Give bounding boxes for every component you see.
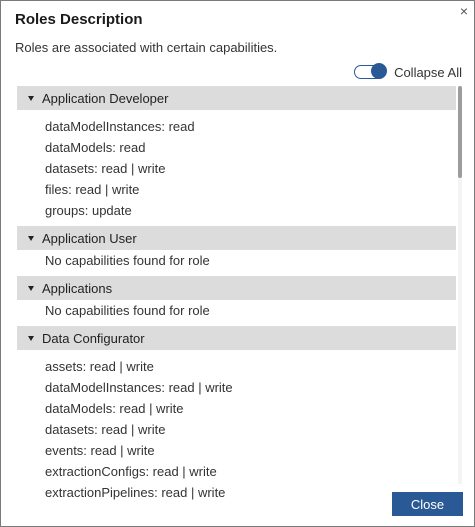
empty-capabilities-text: No capabilities found for role bbox=[45, 303, 210, 318]
scrollbar-thumb[interactable] bbox=[458, 86, 462, 178]
section-header-application-user[interactable] bbox=[17, 226, 456, 250]
capability-item: extractionPipelines: read | write bbox=[45, 485, 226, 500]
collapse-all-control[interactable] bbox=[354, 63, 462, 81]
capability-item: dataModels: read bbox=[45, 140, 146, 155]
dialog-title: Roles Description bbox=[15, 11, 143, 28]
capability-item: files: read | write bbox=[45, 182, 140, 197]
capability-item: dataModels: read | write bbox=[45, 401, 184, 416]
dialog-subtitle: Roles are associated with certain capabilities. bbox=[15, 40, 278, 55]
caret-down-icon bbox=[28, 286, 34, 291]
section-header-data-configurator[interactable] bbox=[17, 326, 456, 350]
collapse-all-label: Collapse All bbox=[394, 64, 462, 80]
section-title: Application User bbox=[42, 230, 137, 246]
empty-capabilities-text: No capabilities found for role bbox=[45, 253, 210, 268]
section-header-applications[interactable] bbox=[17, 276, 456, 300]
list-scrollbar[interactable] bbox=[458, 86, 462, 484]
close-button[interactable]: Close bbox=[392, 492, 463, 516]
caret-down-icon bbox=[28, 96, 34, 101]
capability-item: datasets: read | write bbox=[45, 422, 166, 437]
capability-item: extractionConfigs: read | write bbox=[45, 464, 217, 479]
roles-list[interactable] bbox=[17, 86, 458, 500]
capability-item: dataModelInstances: read bbox=[45, 119, 195, 134]
section-title: Applications bbox=[42, 280, 113, 296]
capability-item: groups: update bbox=[45, 203, 132, 218]
section-title: Application Developer bbox=[42, 90, 169, 106]
section-title: Data Configurator bbox=[42, 330, 145, 346]
capability-item: datasets: read | write bbox=[45, 161, 166, 176]
capability-item: events: read | write bbox=[45, 443, 155, 458]
section-header-application-developer[interactable] bbox=[17, 86, 456, 110]
caret-down-icon bbox=[28, 336, 34, 341]
close-icon[interactable]: × bbox=[459, 3, 468, 19]
capability-item: assets: read | write bbox=[45, 359, 154, 374]
capability-item: dataModelInstances: read | write bbox=[45, 380, 233, 395]
toggle-knob bbox=[371, 63, 387, 79]
caret-down-icon bbox=[28, 236, 34, 241]
collapse-all-toggle[interactable] bbox=[354, 65, 386, 79]
